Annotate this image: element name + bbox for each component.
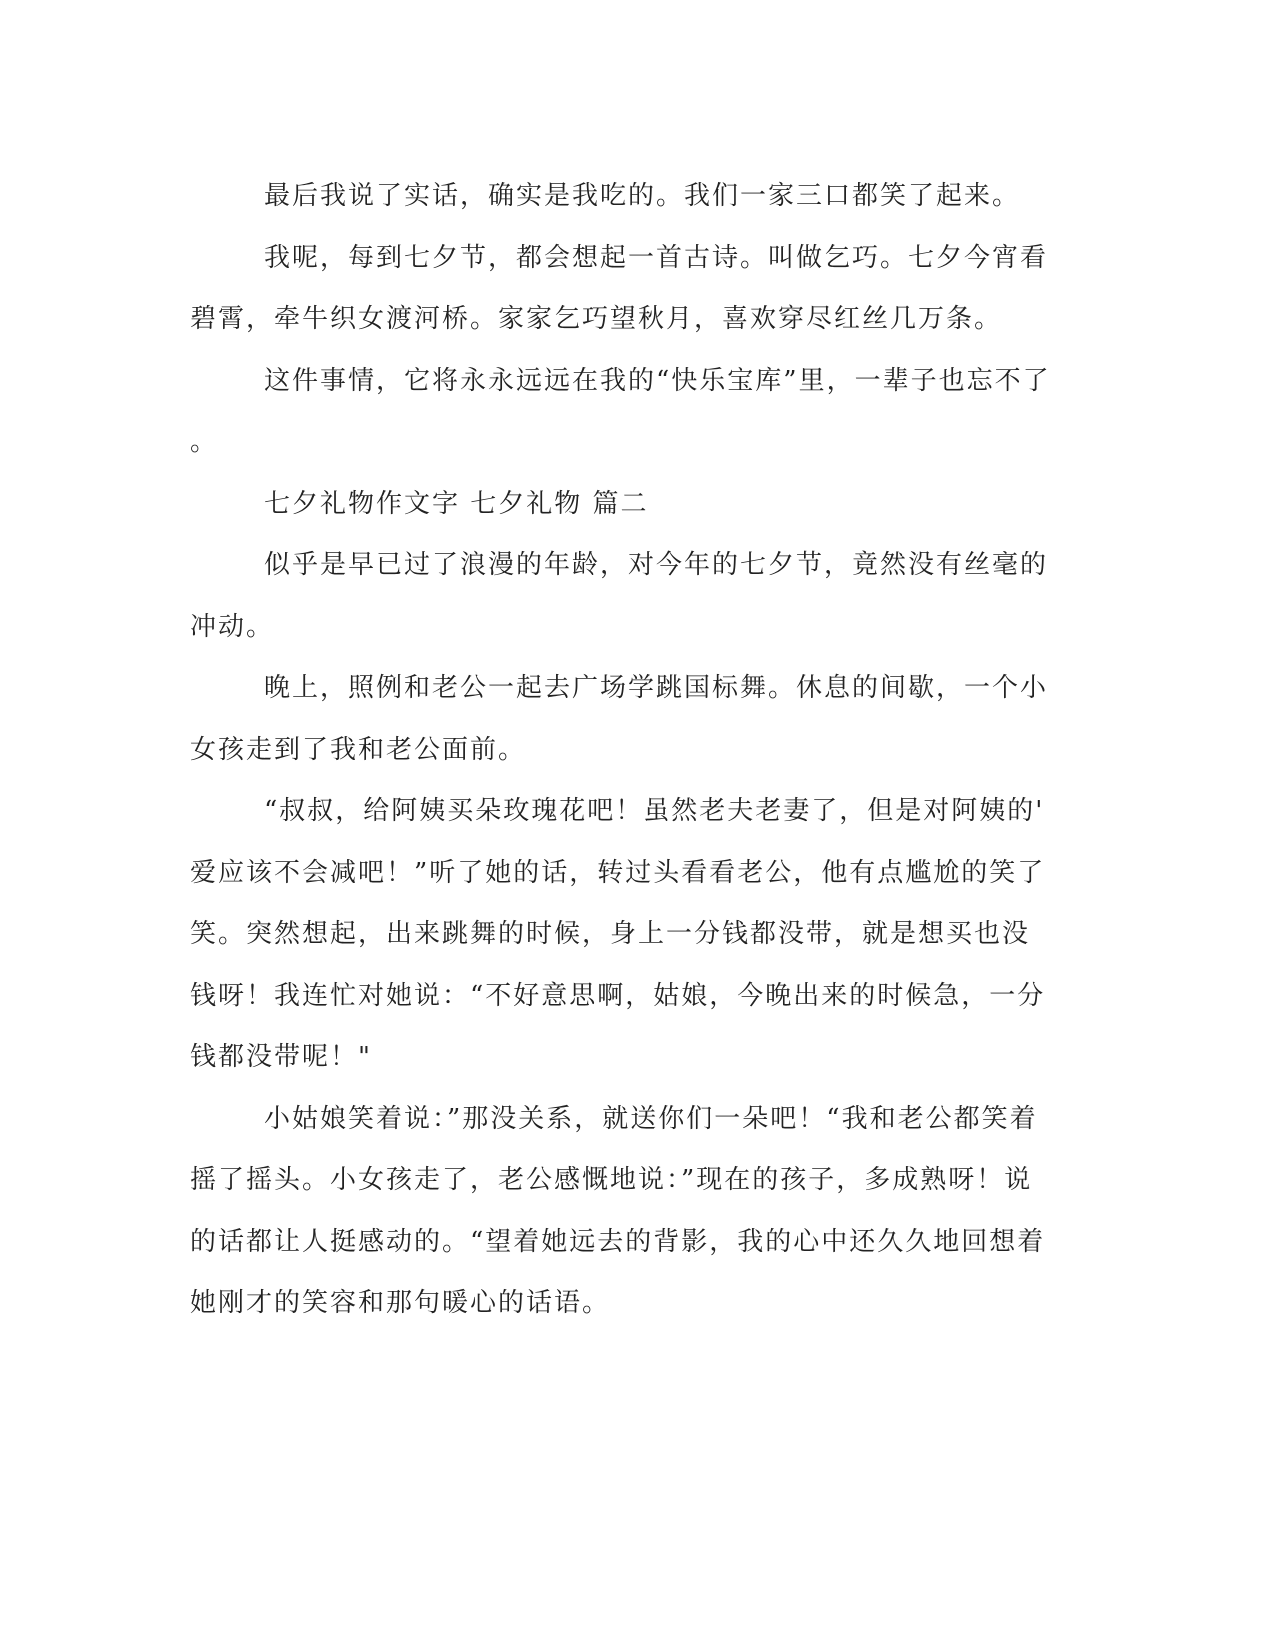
paragraph-line: 钱呀！我连忙对她说：“不好意思啊，姑娘，今晚出来的时候急，一分 [190, 980, 1046, 1011]
paragraph-line: 碧霄，牵牛织女渡河桥。家家乞巧望秋月，喜欢穿尽红丝几万条。 [190, 304, 1003, 334]
paragraph [190, 351, 1080, 474]
paragraph [190, 1089, 1080, 1335]
paragraph [190, 474, 1080, 536]
paragraph [190, 228, 1080, 351]
paragraph-line: 这件事情，它将永永远远在我的“快乐宝库”里，一辈子也忘不了 [264, 365, 1051, 396]
paragraph-line: 冲动。 [190, 611, 275, 642]
paragraph [190, 535, 1080, 658]
paragraph-line: “叔叔，给阿姨买朵玫瑰花吧！虽然老夫老妻了，但是对阿姨的' [264, 796, 1045, 826]
paragraph-line: 女孩走到了我和老公面前。 [190, 734, 527, 765]
paragraph-line: 摇了摇头。小女孩走了，老公感慨地说：”现在的孩子，多成熟呀！说 [190, 1165, 1033, 1195]
paragraph-line: 七夕礼物作文字 七夕礼物 篇二 [264, 488, 649, 519]
paragraph-line: 小姑娘笑着说：”那没关系，就送你们一朵吧！“我和老公都笑着 [264, 1103, 1038, 1134]
paragraph-line: 笑。突然想起，出来跳舞的时候，身上一分钱都没带，就是想买也没 [190, 919, 1031, 949]
paragraph-line: 似乎是早已过了浪漫的年龄，对今年的七夕节，竟然没有丝毫的 [264, 550, 1049, 580]
paragraph-line: 钱都没带呢！" [190, 1042, 372, 1072]
paragraph [190, 781, 1080, 1089]
paragraph-line: 。 [190, 427, 219, 457]
paragraph [190, 166, 1080, 228]
paragraph-line: 我呢，每到七夕节，都会想起一首古诗。叫做乞巧。七夕今宵看 [264, 242, 1049, 273]
paragraph [190, 658, 1080, 781]
paragraph-line: 她刚才的笑容和那句暖心的话语。 [190, 1288, 611, 1318]
paragraph-line: 最后我说了实话，确实是我吃的。我们一家三口都笑了起来。 [264, 181, 1021, 211]
paragraph-line: 晚上，照例和老公一起去广场学跳国标舞。休息的间歇，一个小 [264, 673, 1049, 703]
paragraph-line: 的话都让人挺感动的。“望着她远去的背影，我的心中还久久地回想着 [190, 1226, 1046, 1257]
paragraph-line: 爱应该不会减吧！”听了她的话，转过头看看老公，他有点尴尬的笑了 [190, 857, 1046, 888]
document-body [190, 166, 1080, 1335]
